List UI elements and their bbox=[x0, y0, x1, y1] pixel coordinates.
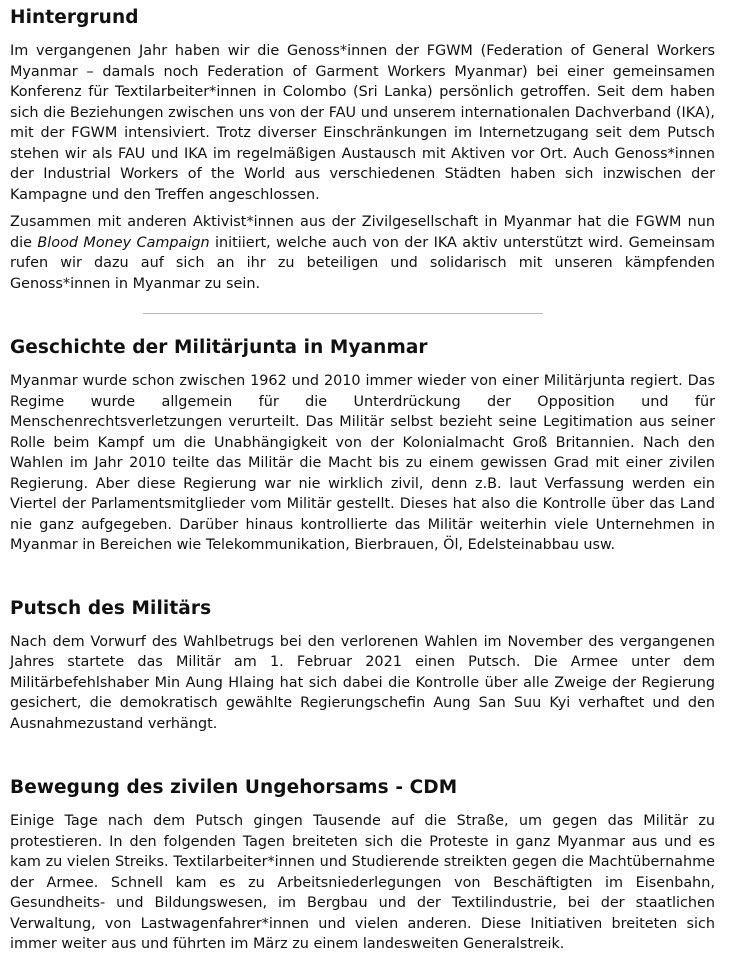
section-heading-cdm: Bewegung des zivilen Ungehorsams - CDM bbox=[10, 777, 458, 798]
section-heading-putsch: Putsch des Militärs bbox=[10, 597, 212, 619]
paragraph-hintergrund-2 bbox=[10, 212, 715, 294]
section-heading-hintergrund: Hintergrund bbox=[10, 7, 139, 28]
paragraph-cdm: Einige Tage nach dem Putsch gingen Tausende auf die Straße, um gegen das Militär zu protestieren. In den folgenden Tagen breiteten sich die Proteste in ganz Myanmar aus und es kam zu vielen Streiks. Textilarbeiter*innen und Studierende streikten gegen die Machtübernahme der Armee. Schnell kam es zu Arbeitsniederlegungen von Beschäftigten im Eisenbahn, Gesundheits- und Bildungswesen, im Bergbau und der Textilindustrie, bei der staatlichen Verwaltung, von Lastwagenfahrer*innen und vielen anderen. Diese Initiativen breiteten sich immer weiter aus und führten im März zu einem landesweiten Generalstreik. bbox=[10, 813, 715, 952]
paragraph-hintergrund-1: Im vergangenen Jahr haben wir die Genoss*innen der FGWM (Federation of General Workers Myanmar – damals noch Federation of Garment Workers Myanmar) bei einer gemeinsamen Konferenz für Textilarbeiter*innen in Colombo (Sri Lanka) persönlich getroffen. Seit dem haben sich die Beziehungen zwischen uns von der FAU und unserem internationalen Dachverband (IKA), mit der FGWM intensiviert. Trotz diverser Einschränkungen im Internetzugang seit dem Putsch stehen wir als FAU und IKA im regelmäßigen Austausch mit Aktiven vor Ort. Auch Genoss*innen der Industrial Workers of the World aus verschiedenen Städten haben sich inzwischen der Kampagne und den Treffen angeschlossen. bbox=[10, 43, 715, 203]
horizontal-divider bbox=[143, 313, 543, 314]
paragraph-geschichte: Myanmar wurde schon zwischen 1962 und 2010 immer wieder von einer Militärjunta regiert. Das Regime wurde allgemein für die Unterdrückung der Opposition und für Menschenrechtsverletzungen verurteilt. Das Militär selbst bezieht seine Legitimation aus seiner Rolle beim Kampf um die Unabhängigkeit von der Kolonialmacht Groß Britannien. Nach den Wahlen im Jahr 2010 teilte das Militär die Macht bis zu einem gewissen Grad mit einer zivilen Regierung. Aber diese Regierung war nie wirklich zivil, denn z.B. laut Verfassung werden ein Viertel der Parlamentsmitglieder vom Militär gestellt. Dieses hat also die Kontrolle über das Land nie ganz aufgegeben. Darüber hinaus kontrollierte das Militär weiterhin viele Unternehmen in Myanmar in Bereichen wie Telekommunikation, Bierbrauen, Öl, Edelsteinabbau usw. bbox=[10, 373, 715, 553]
paragraph-putsch: Nach dem Vorwurf des Wahlbetrugs bei den verlorenen Wahlen im November des vergangenen Jahres startete das Militär am 1. Februar 2021 einen Putsch. Die Armee unter dem Militärbefehlshaber Min Aung Hlaing hat sich dabei die Kontrolle über alle Zweige der Regierung gesichert, die demokratisch gewählte Regierungschefin Aung San Suu Kyi verhaftet und den Ausnahmezustand verhängt. bbox=[10, 633, 715, 732]
campaign-name: Blood Money Campaign bbox=[37, 234, 210, 251]
paragraph-text: initiiert, welche auch von der IKA aktiv unterstützt wird. Gemeinsam rufen wir dazu auf sich an ihr zu beteiligen und solidarisch mit unseren kämpfenden Genoss*innen in Myanmar zu sein. bbox=[10, 234, 715, 292]
paragraph-text: Zusammen mit anderen Aktivist*innen aus der Zivilgesellschaft in Myanmar hat die FGWM nun die bbox=[10, 214, 715, 251]
section-heading-geschichte: Geschichte der Militärjunta in Myanmar bbox=[10, 337, 428, 358]
